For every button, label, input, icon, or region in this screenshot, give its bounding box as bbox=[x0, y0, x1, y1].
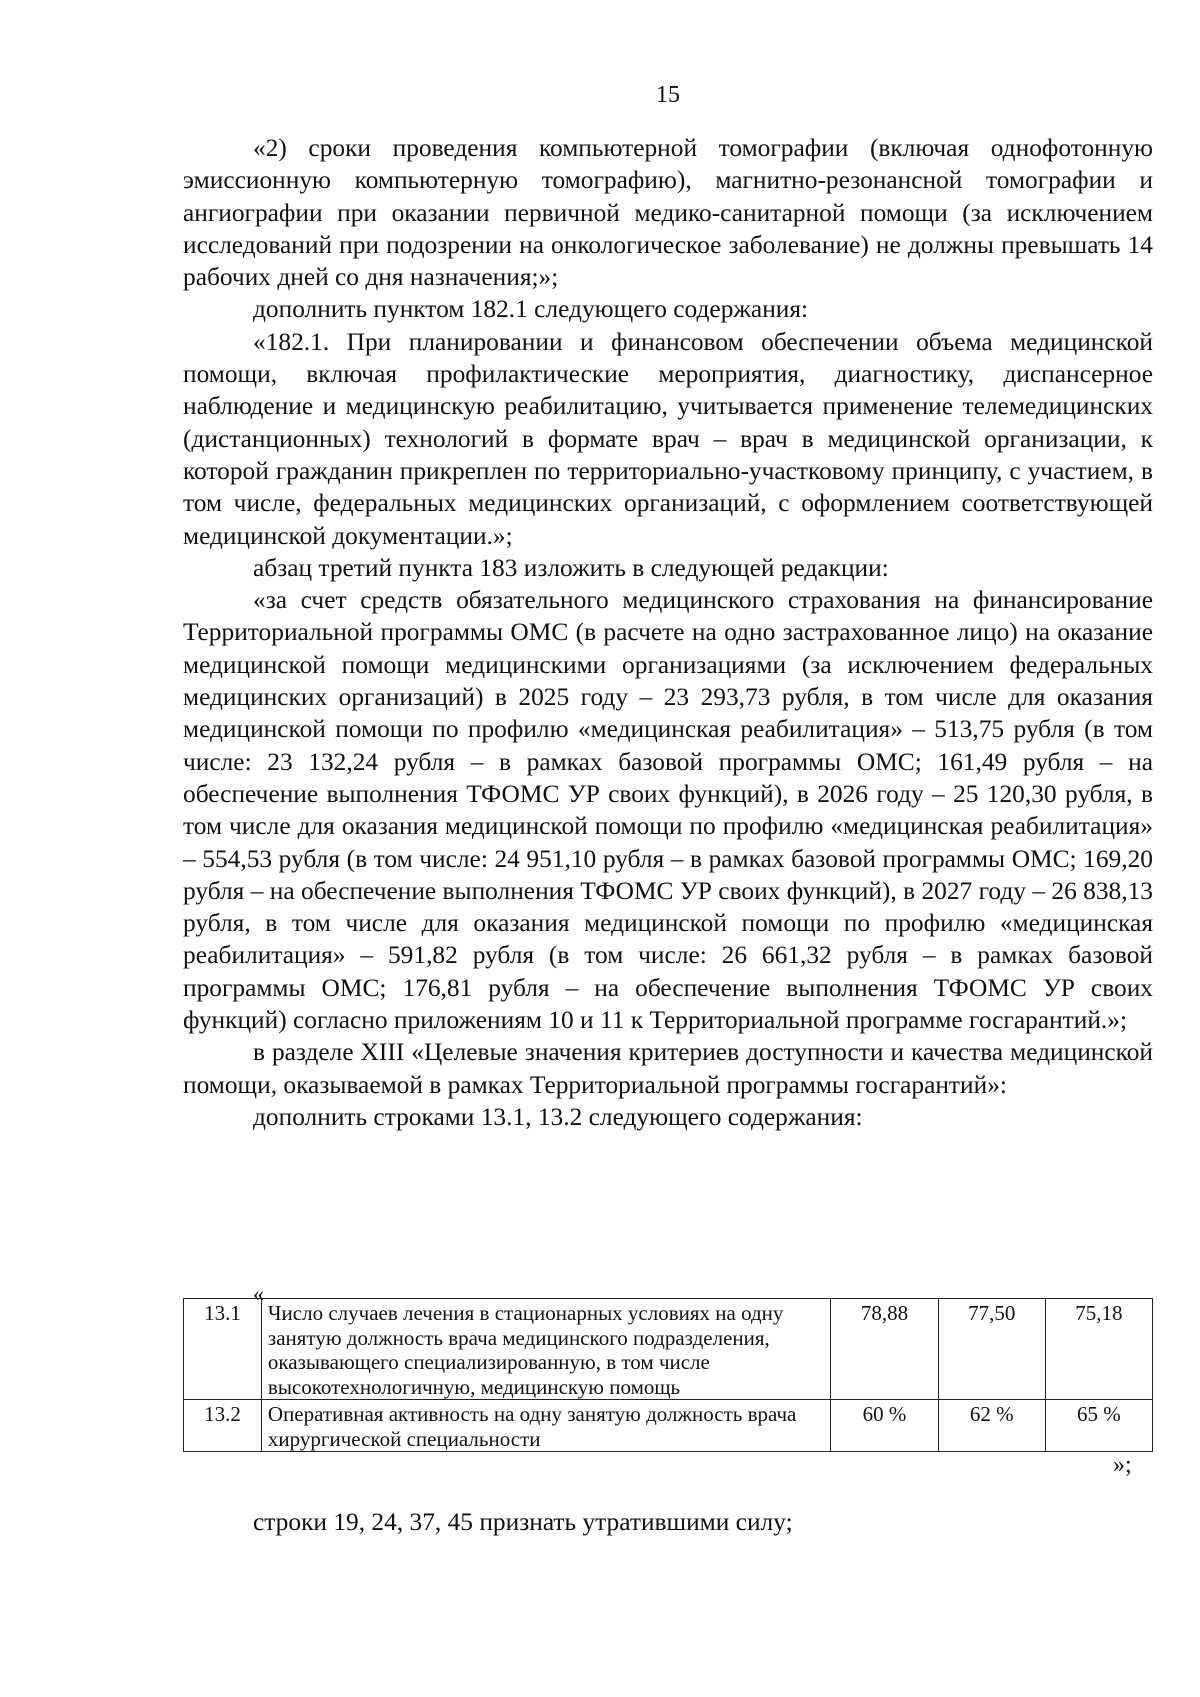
row-value-2026: 62 % bbox=[938, 1400, 1045, 1452]
row-criterion: Оперативная активность на одну занятую должность врача хирургической специальности bbox=[261, 1400, 831, 1452]
paragraph-182-1-text: «182.1. При планировании и финансовом обеспечении объема медицинской помощи, включая профилактические мероприятия, диагностику, диспансерное наблюдение и медицинскую реабилитацию, учитывается применение телемедицинских (дистанционных) технологий в формате врач – врач в медицинской организации, к которой гражданин прикреплен по территориально-участковому принципу, с участием, в том числе, федеральных медицинских организаций, с оформлением соответствующей медицинской документации.»; bbox=[183, 327, 1153, 550]
row-number: 13.1 bbox=[184, 1299, 262, 1400]
paragraph-item2-terms: «2) сроки проведения компьютерной томографии (включая однофотонную эмиссионную компьютерную томографию), магнитно-резонансной томографии и ангиографии при оказании первичной медико-санитарной помощи (за исключением исследований при подозрении на онкологическое заболевание) не должны превышать 14 рабочих дней со дня назначения;»; bbox=[183, 134, 1153, 292]
criteria-table bbox=[183, 1298, 1153, 1452]
row-value-2027: 75,18 bbox=[1045, 1299, 1152, 1400]
paragraph-section-xiii: в разделе XIII «Целевые значения критериев доступности и качества медицинской помощи, оказываемой в рамках Территориальной программы госгарантий»: bbox=[183, 1038, 1153, 1099]
row-value-2025: 78,88 bbox=[831, 1299, 938, 1400]
table-row bbox=[184, 1400, 1153, 1452]
row-value-2026: 77,50 bbox=[938, 1299, 1045, 1400]
row-value-2025: 60 % bbox=[831, 1400, 938, 1452]
row-value-2027: 65 % bbox=[1045, 1400, 1152, 1452]
table-row bbox=[184, 1299, 1153, 1400]
paragraph-rows-repealed: строки 19, 24, 37, 45 признать утратившими силу; bbox=[253, 1508, 793, 1536]
row-criterion: Число случаев лечения в стационарных условиях на одну занятую должность врача медицинского подразделения, оказывающего специализированную, в том числе высокотехнологичную, медицинскую помощь bbox=[261, 1299, 831, 1400]
paragraph-183-text: «за счет средств обязательного медицинского страхования на финансирование Территориальной программы ОМС (в расчете на одно застрахованное лицо) на оказание медицинской помощи медицинскими организациями (за исключением федеральных медицинских организаций) в 2025 году – 23 293,73 рубля, в том числе для оказания медицинской помощи по профилю «медицинская реабилитация» – 513,75 рубля (в том числе: 23 132,24 рубля – в рамках базовой программы ОМС; 161,49 рубля – на обеспечение выполнения ТФОМС УР своих функций), в 2026 году – 25 120,30 рубля, в том числе для оказания медицинской помощи по профилю «медицинская реабилитация» – 554,53 рубля (в том числе: 24 951,10 рубля – в рамках базовой программы ОМС; 169,20 рубля – на обеспечение выполнения ТФОМС УР своих функций), в 2027 году – 26 838,13 рубля, в том числе для оказания медицинской помощи по профилю «медицинская реабилитация» – 591,82 рубля (в том числе: 26 661,32 рубля – в рамках базовой программы ОМС; 176,81 рубля – на обеспечение выполнения ТФОМС УР своих функций) согласно приложениям 10 и 11 к Территориальной программе госгарантий.»; bbox=[183, 586, 1153, 1035]
row-number: 13.2 bbox=[184, 1400, 262, 1452]
paragraph-add-rows: дополнить строками 13.1, 13.2 следующего содержания: bbox=[253, 1102, 863, 1131]
table-quote-open: « bbox=[253, 1281, 264, 1306]
table-quote-close: »; bbox=[1113, 1452, 1132, 1478]
paragraph-183-intro: абзац третий пункта 183 изложить в следующей редакции: bbox=[253, 553, 889, 582]
paragraph-add-182-1: дополнить пунктом 182.1 следующего содержания: bbox=[253, 295, 809, 324]
page-number: 15 bbox=[656, 82, 680, 108]
body-text bbox=[183, 132, 1153, 1133]
